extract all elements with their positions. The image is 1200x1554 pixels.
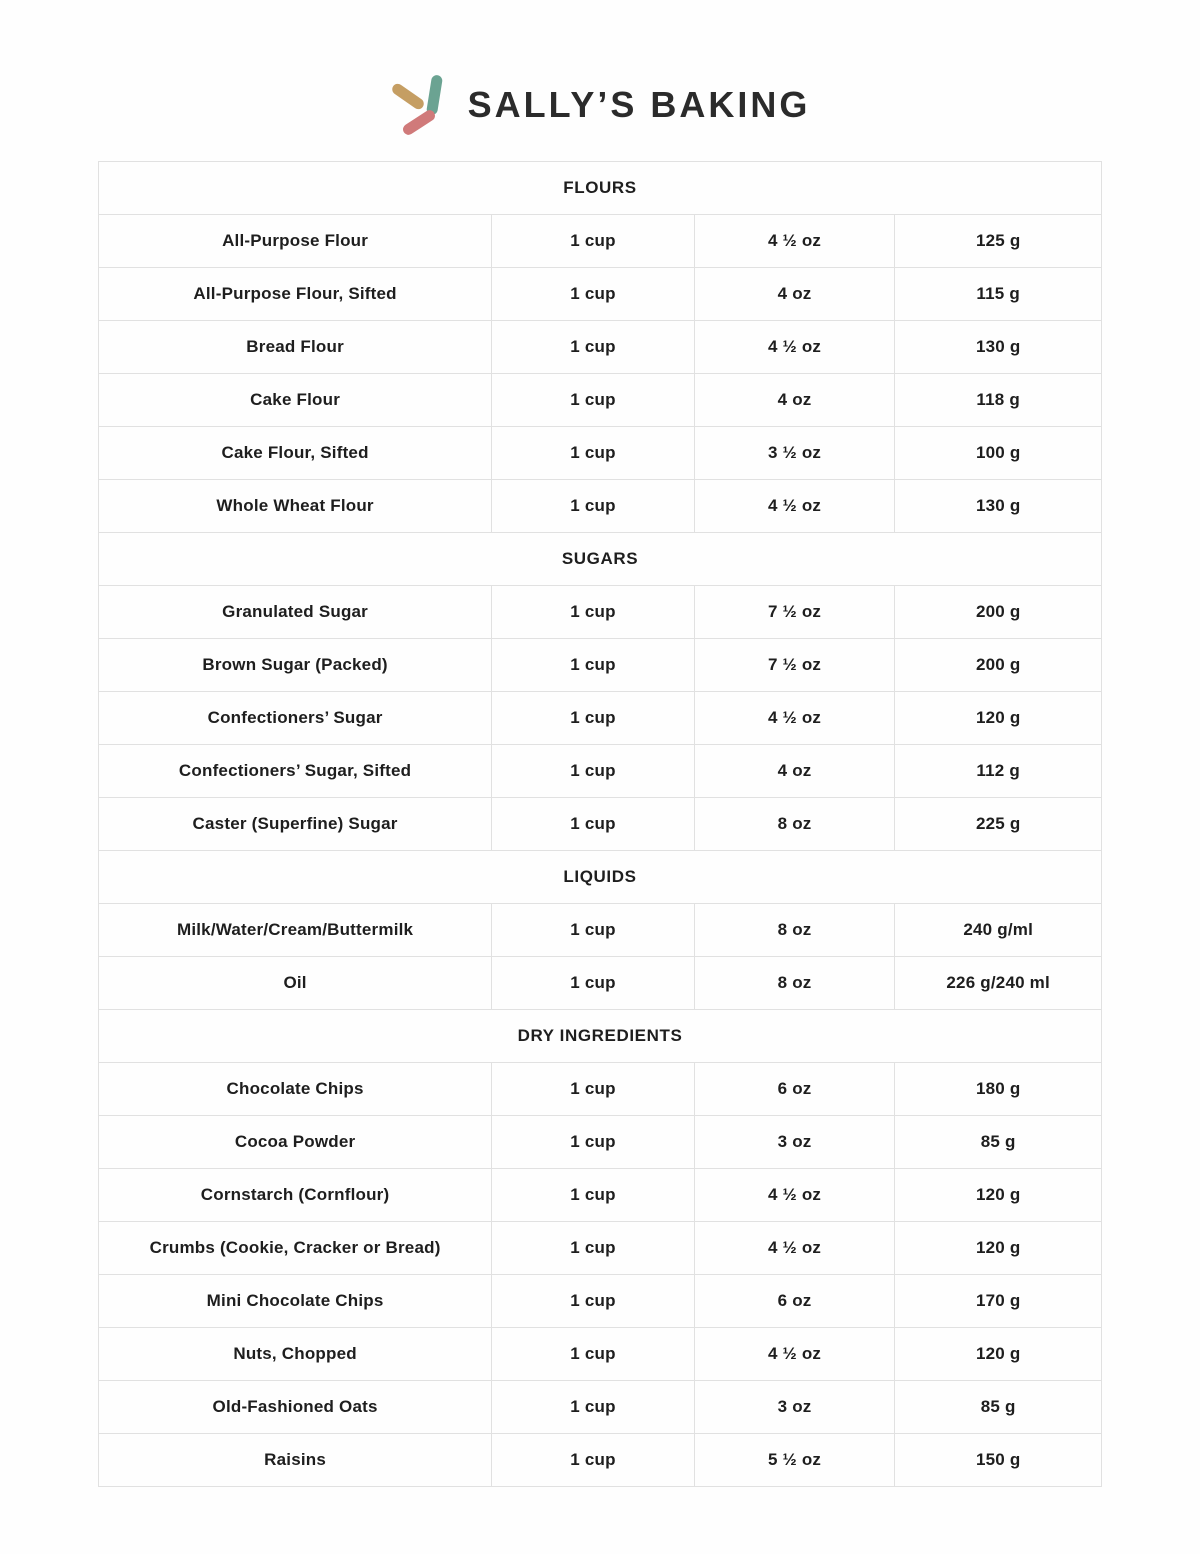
ingredient-cell: Crumbs (Cookie, Cracker or Bread): [99, 1222, 492, 1275]
oz-cell: 4 ½ oz: [694, 1169, 895, 1222]
gram-cell: 200 g: [895, 586, 1102, 639]
table-row: [99, 1063, 1102, 1116]
gram-cell: 225 g: [895, 798, 1102, 851]
table-row: [99, 1116, 1102, 1169]
ingredient-cell: Confectioners’ Sugar: [99, 692, 492, 745]
oz-cell: 4 oz: [694, 268, 895, 321]
logo-text: SALLY’S BAKING: [467, 84, 811, 125]
oz-cell: 6 oz: [694, 1063, 895, 1116]
cup-cell: 1 cup: [492, 904, 695, 957]
oz-cell: 4 oz: [694, 745, 895, 798]
oz-cell: 5 ½ oz: [694, 1434, 895, 1487]
cup-cell: 1 cup: [492, 268, 695, 321]
oz-cell: 4 oz: [694, 374, 895, 427]
table-row: [99, 268, 1102, 321]
table-row: [99, 1169, 1102, 1222]
ingredient-cell: Oil: [99, 957, 492, 1010]
oz-cell: 4 ½ oz: [694, 1328, 895, 1381]
oz-cell: 3 oz: [694, 1116, 895, 1169]
cup-cell: 1 cup: [492, 215, 695, 268]
ingredient-cell: Whole Wheat Flour: [99, 480, 492, 533]
gram-cell: 112 g: [895, 745, 1102, 798]
gram-cell: 130 g: [895, 321, 1102, 374]
gram-cell: 85 g: [895, 1381, 1102, 1434]
oz-cell: 4 ½ oz: [694, 692, 895, 745]
ingredient-cell: Caster (Superfine) Sugar: [99, 798, 492, 851]
cup-cell: 1 cup: [492, 374, 695, 427]
table-row: [99, 1222, 1102, 1275]
table-row: [99, 798, 1102, 851]
cup-cell: 1 cup: [492, 957, 695, 1010]
cup-cell: 1 cup: [492, 1169, 695, 1222]
gram-cell: 120 g: [895, 1169, 1102, 1222]
oz-cell: 6 oz: [694, 1275, 895, 1328]
gram-cell: 100 g: [895, 427, 1102, 480]
section-header-row: [99, 162, 1102, 215]
gram-cell: 120 g: [895, 1222, 1102, 1275]
oz-cell: 3 ½ oz: [694, 427, 895, 480]
table-row: [99, 1275, 1102, 1328]
table-row: [99, 374, 1102, 427]
ingredient-cell: Nuts, Chopped: [99, 1328, 492, 1381]
cup-cell: 1 cup: [492, 321, 695, 374]
gram-cell: 115 g: [895, 268, 1102, 321]
section-title: DRY INGREDIENTS: [99, 1010, 1102, 1063]
cup-cell: 1 cup: [492, 1328, 695, 1381]
gram-cell: 200 g: [895, 639, 1102, 692]
cup-cell: 1 cup: [492, 745, 695, 798]
table-row: [99, 480, 1102, 533]
conversion-table: [98, 161, 1102, 1487]
cup-cell: 1 cup: [492, 480, 695, 533]
gram-cell: 125 g: [895, 215, 1102, 268]
oz-cell: 4 ½ oz: [694, 321, 895, 374]
cup-cell: 1 cup: [492, 639, 695, 692]
ingredient-cell: Chocolate Chips: [99, 1063, 492, 1116]
gram-cell: 150 g: [895, 1434, 1102, 1487]
section-header-row: [99, 851, 1102, 904]
ingredient-cell: Brown Sugar (Packed): [99, 639, 492, 692]
oz-cell: 8 oz: [694, 957, 895, 1010]
cup-cell: 1 cup: [492, 1116, 695, 1169]
ingredient-cell: Mini Chocolate Chips: [99, 1275, 492, 1328]
ingredient-cell: Cake Flour: [99, 374, 492, 427]
table-row: [99, 692, 1102, 745]
section-title: FLOURS: [99, 162, 1102, 215]
table-row: [99, 1381, 1102, 1434]
table-row: [99, 745, 1102, 798]
oz-cell: 8 oz: [694, 798, 895, 851]
table-row: [99, 1434, 1102, 1487]
section-title: SUGARS: [99, 533, 1102, 586]
cup-cell: 1 cup: [492, 1222, 695, 1275]
ingredient-cell: Milk/Water/Cream/Buttermilk: [99, 904, 492, 957]
ingredient-cell: Raisins: [99, 1434, 492, 1487]
cup-cell: 1 cup: [492, 427, 695, 480]
cup-cell: 1 cup: [492, 798, 695, 851]
cup-cell: 1 cup: [492, 692, 695, 745]
gram-cell: 120 g: [895, 1328, 1102, 1381]
table-row: [99, 321, 1102, 374]
ingredient-cell: All-Purpose Flour, Sifted: [99, 268, 492, 321]
sprinkles-icon: [390, 75, 448, 135]
oz-cell: 8 oz: [694, 904, 895, 957]
oz-cell: 7 ½ oz: [694, 639, 895, 692]
table-row: [99, 427, 1102, 480]
section-header-row: [99, 533, 1102, 586]
oz-cell: 7 ½ oz: [694, 586, 895, 639]
cup-cell: 1 cup: [492, 1381, 695, 1434]
ingredient-cell: Bread Flour: [99, 321, 492, 374]
cup-cell: 1 cup: [492, 1063, 695, 1116]
table-row: [99, 957, 1102, 1010]
gram-cell: 130 g: [895, 480, 1102, 533]
section-header-row: [99, 1010, 1102, 1063]
ingredient-cell: All-Purpose Flour: [99, 215, 492, 268]
logo: [0, 0, 1200, 136]
sprinkle-pink-icon: [401, 108, 437, 137]
gram-cell: 170 g: [895, 1275, 1102, 1328]
gram-cell: 226 g/240 ml: [895, 957, 1102, 1010]
ingredient-cell: Old-Fashioned Oats: [99, 1381, 492, 1434]
sprinkle-tan-icon: [390, 82, 426, 112]
ingredient-cell: Cornstarch (Cornflour): [99, 1169, 492, 1222]
ingredient-cell: Cake Flour, Sifted: [99, 427, 492, 480]
cup-cell: 1 cup: [492, 586, 695, 639]
cup-cell: 1 cup: [492, 1434, 695, 1487]
ingredient-cell: Granulated Sugar: [99, 586, 492, 639]
table-row: [99, 215, 1102, 268]
gram-cell: 120 g: [895, 692, 1102, 745]
oz-cell: 4 ½ oz: [694, 480, 895, 533]
oz-cell: 4 ½ oz: [694, 215, 895, 268]
table-row: [99, 586, 1102, 639]
gram-cell: 85 g: [895, 1116, 1102, 1169]
cup-cell: 1 cup: [492, 1275, 695, 1328]
table-row: [99, 1328, 1102, 1381]
gram-cell: 180 g: [895, 1063, 1102, 1116]
gram-cell: 240 g/ml: [895, 904, 1102, 957]
oz-cell: 3 oz: [694, 1381, 895, 1434]
table-row: [99, 639, 1102, 692]
section-title: LIQUIDS: [99, 851, 1102, 904]
ingredient-cell: Confectioners’ Sugar, Sifted: [99, 745, 492, 798]
ingredient-cell: Cocoa Powder: [99, 1116, 492, 1169]
gram-cell: 118 g: [895, 374, 1102, 427]
oz-cell: 4 ½ oz: [694, 1222, 895, 1275]
table-row: [99, 904, 1102, 957]
